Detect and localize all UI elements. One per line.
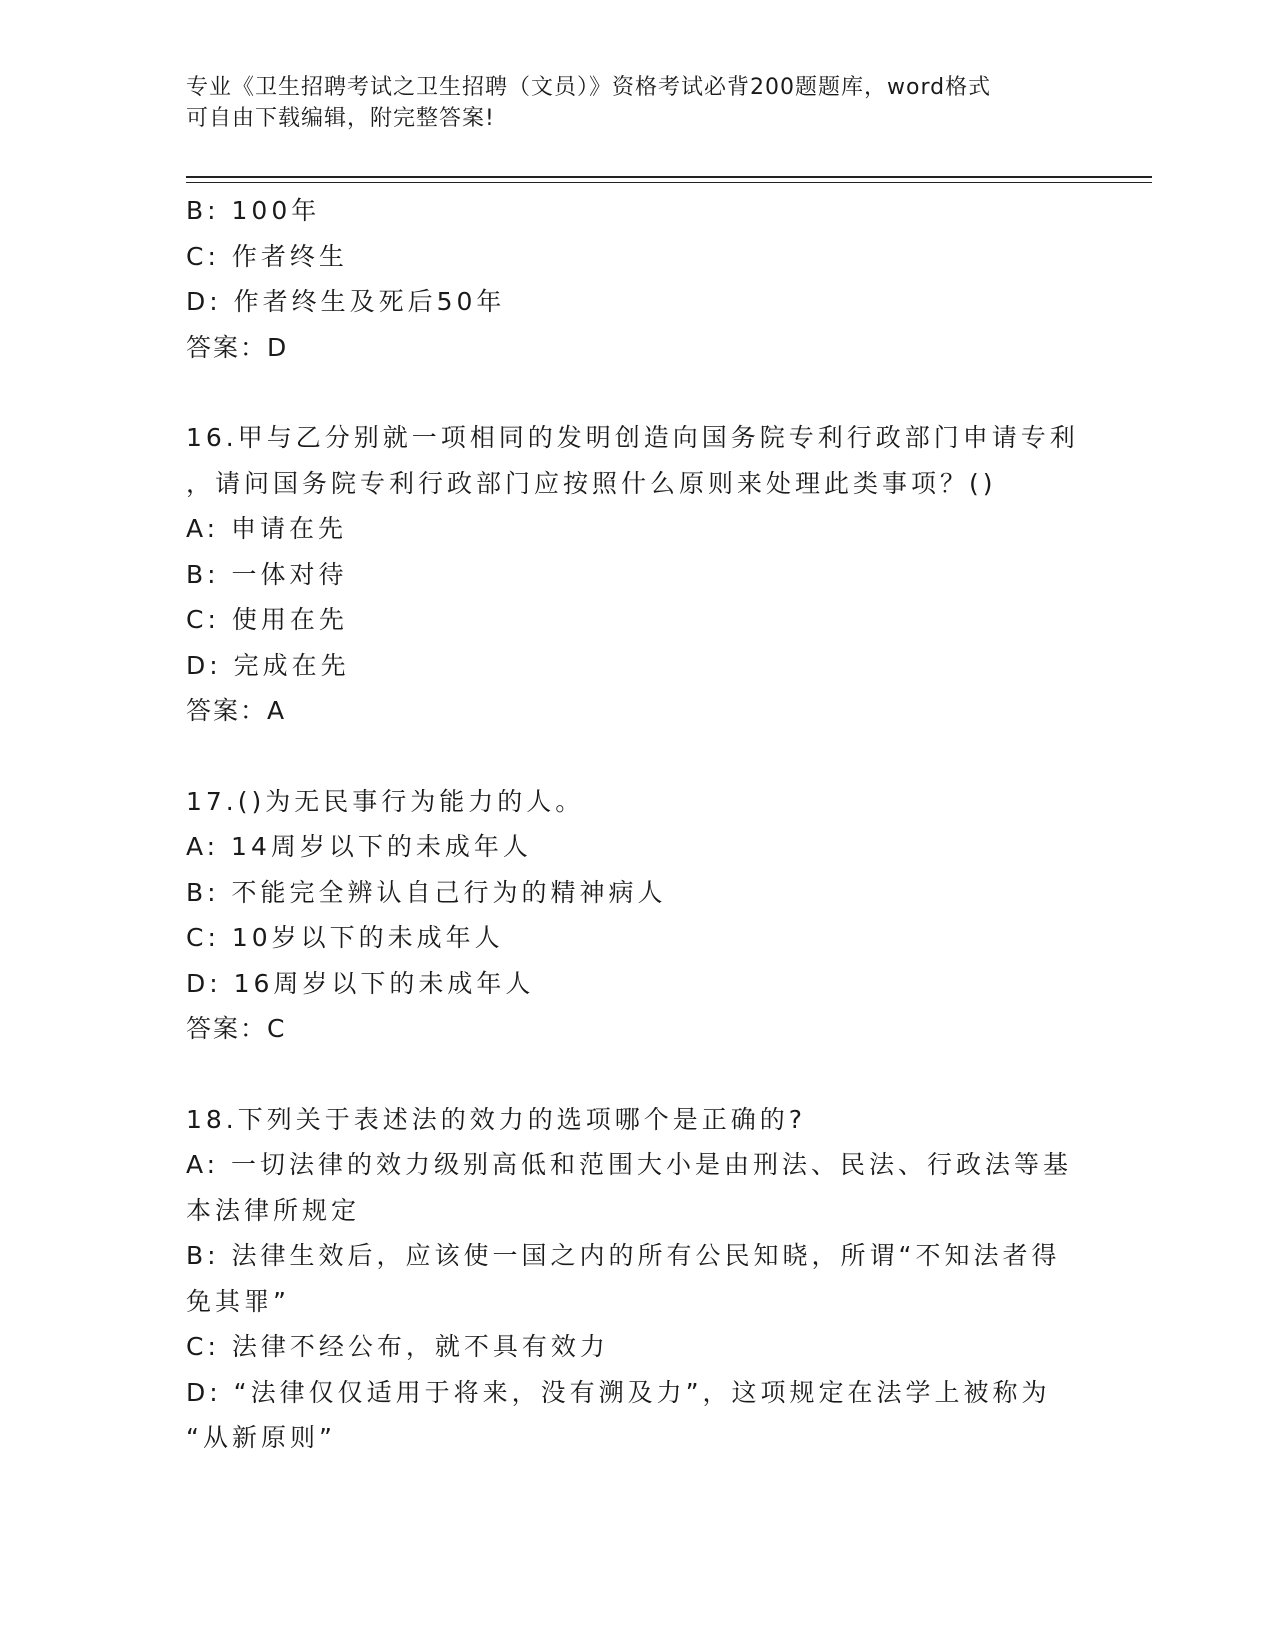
question-stem-line: 18.下列关于表述法的效力的选项哪个是正确的?: [186, 1104, 807, 1134]
option-a-continued: 本法律所规定: [186, 1195, 361, 1225]
header-divider-thin: [186, 182, 1152, 183]
document-header: [186, 72, 1066, 134]
option-c: C: 作者终生: [186, 241, 348, 271]
option-b: B: 一体对待: [186, 559, 348, 589]
option-a: A: 14周岁以下的未成年人: [186, 832, 532, 861]
option-d: D: “法律仅仅适用于将来，没有溯及力”，这项规定在法学上被称为: [186, 1377, 1051, 1407]
spacer: [186, 370, 1086, 415]
question-stem-line: 17.()为无民事行为能力的人。: [186, 786, 585, 816]
question-15-block: [186, 188, 1086, 370]
answer-line: 答案：A: [186, 696, 287, 725]
option-d: D: 完成在先: [186, 650, 350, 680]
option-d: D: 作者终生及死后50年: [186, 287, 506, 316]
option-a: A: 申请在先: [186, 514, 348, 543]
question-17-block: [186, 779, 1086, 1052]
option-b: B: 不能完全辨认自己行为的精神病人: [186, 877, 667, 907]
option-b-continued: 免其罪”: [186, 1286, 290, 1316]
question-stem-line: 16.甲与乙分别就一项相同的发明创造向国务院专利行政部门申请专利: [186, 423, 1079, 452]
option-b: B: 法律生效后，应该使一国之内的所有公民知晓，所谓“不知法者得: [186, 1241, 1061, 1270]
option-d: D: 16周岁以下的未成年人: [186, 968, 535, 998]
question-16-block: [186, 415, 1086, 734]
question-stem-line: ，请问国务院专利行政部门应按照什么原则来处理此类事项？(): [186, 468, 997, 498]
option-a: A: 一切法律的效力级别高低和范围大小是由刑法、民法、行政法等基: [186, 1150, 1073, 1179]
header-title-line-1: 专业《卫生招聘考试之卫生招聘（文员）》资格考试必背200题题库，word格式: [186, 75, 992, 100]
header-divider-thick: [186, 176, 1152, 178]
spacer: [186, 734, 1086, 779]
option-b: B: 100年: [186, 196, 321, 225]
option-c: C: 使用在先: [186, 605, 348, 634]
option-d-continued: “从新原则”: [186, 1423, 336, 1452]
answer-line: 答案：D: [186, 332, 289, 362]
question-content: [186, 188, 1086, 1461]
header-title-line-2: 可自由下载编辑，附完整答案!: [186, 106, 495, 131]
option-c: C: 法律不经公布，就不具有效力: [186, 1332, 609, 1361]
option-c: C: 10岁以下的未成年人: [186, 923, 504, 952]
spacer: [186, 1052, 1086, 1097]
question-18-block: [186, 1097, 1086, 1461]
answer-line: 答案：C: [186, 1014, 287, 1043]
